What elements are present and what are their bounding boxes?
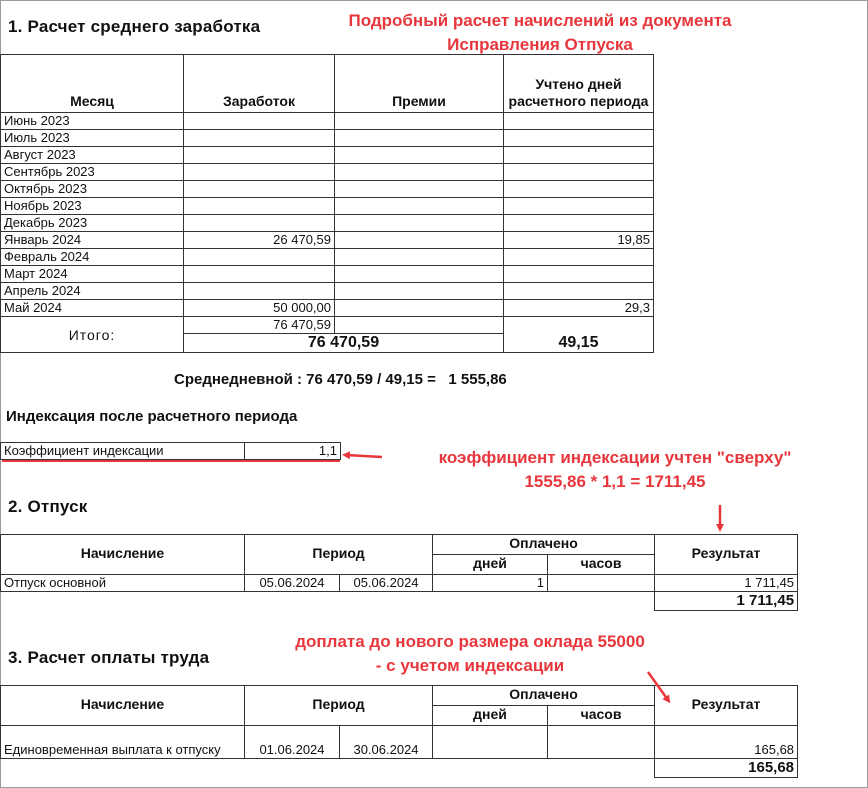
s2-header-period: Период <box>245 535 433 575</box>
s3-header-hours: часов <box>548 706 655 726</box>
header-days: Учтено дней расчетного периода <box>504 55 654 113</box>
header-earnings: Заработок <box>184 55 335 113</box>
s2-header-result: Результат <box>655 535 798 575</box>
s3-total: 165,68 <box>655 759 798 778</box>
earnings-row-month: Апрель 2024 <box>1 283 184 300</box>
earnings-row-month: Сентябрь 2023 <box>1 164 184 181</box>
s2-row-accrual: Отпуск основной <box>1 575 245 592</box>
s2-header-hours: часов <box>548 555 655 575</box>
annotation-salary-line2: - с учетом индексации <box>375 656 565 675</box>
s3-row-from: 01.06.2024 <box>245 726 340 759</box>
arrow-to-payroll-result <box>648 672 668 700</box>
section3-title: 3. Расчет оплаты труда <box>8 648 210 667</box>
s2-header-paid: Оплачено <box>433 535 655 555</box>
earnings-row-month: Ноябрь 2023 <box>1 198 184 215</box>
s3-header-period: Период <box>245 686 433 726</box>
arrow-to-coefficient <box>346 455 382 457</box>
s3-header-days: дней <box>433 706 548 726</box>
s3-header-result: Результат <box>655 686 798 726</box>
annotation-index-line1: коэффициент индексации учтен "сверху" <box>438 448 792 467</box>
earnings-row-month: Февраль 2024 <box>1 249 184 266</box>
indexation-title: Индексация после расчетного периода <box>6 408 298 425</box>
indexation-value: 1,1 <box>245 443 341 460</box>
total-label: Итого: <box>1 317 184 353</box>
total-sum: 76 470,59 <box>184 334 504 353</box>
s2-row-days: 1 <box>433 575 548 592</box>
earnings-row-month: Август 2023 <box>1 147 184 164</box>
section2-title: 2. Отпуск <box>8 497 88 516</box>
s2-row-to: 05.06.2024 <box>340 575 433 592</box>
s3-row-to: 30.06.2024 <box>340 726 433 759</box>
s2-row-result: 1 711,45 <box>655 575 798 592</box>
s2-row-from: 05.06.2024 <box>245 575 340 592</box>
earnings-row-earnings: 50 000,00 <box>184 300 335 317</box>
s3-header-accrual: Начисление <box>1 686 245 726</box>
total-earnings: 76 470,59 <box>184 317 335 334</box>
total-days: 49,15 <box>504 317 654 353</box>
header-month: Месяц <box>1 55 184 113</box>
section1-title: 1. Расчет среднего заработка <box>8 17 261 36</box>
annotation-salary-line1: доплата до нового размера оклада 55000 <box>295 632 645 651</box>
earnings-row-month: Май 2024 <box>1 300 184 317</box>
header-bonus: Премии <box>335 55 504 113</box>
s2-total: 1 711,45 <box>655 592 798 611</box>
indexation-label: Коэффициент индексации <box>1 443 245 460</box>
earnings-row-month: Декабрь 2023 <box>1 215 184 232</box>
earnings-row-days: 19,85 <box>504 232 654 249</box>
annotation-top-line2: Исправления Отпуска <box>447 35 633 54</box>
s3-row-accrual: Единовременная выплата к отпуску <box>1 726 245 759</box>
s2-header-days: дней <box>433 555 548 575</box>
s3-row-result: 165,68 <box>655 726 798 759</box>
annotation-index-line2: 1555,86 * 1,1 = 1711,45 <box>524 472 706 491</box>
earnings-row-month: Июль 2023 <box>1 130 184 147</box>
earnings-row-earnings: 26 470,59 <box>184 232 335 249</box>
s2-header-accrual: Начисление <box>1 535 245 575</box>
s3-header-paid: Оплачено <box>433 686 655 706</box>
average-formula: Среднедневной : 76 470,59 / 49,15 = 1 555,86 <box>174 371 507 388</box>
earnings-row-month: Июнь 2023 <box>1 113 184 130</box>
earnings-row-month: Январь 2024 <box>1 232 184 249</box>
earnings-row-days: 29,3 <box>504 300 654 317</box>
earnings-row-month: Октябрь 2023 <box>1 181 184 198</box>
earnings-row-month: Март 2024 <box>1 266 184 283</box>
annotation-top-line1: Подробный расчет начислений из документа <box>348 11 732 30</box>
